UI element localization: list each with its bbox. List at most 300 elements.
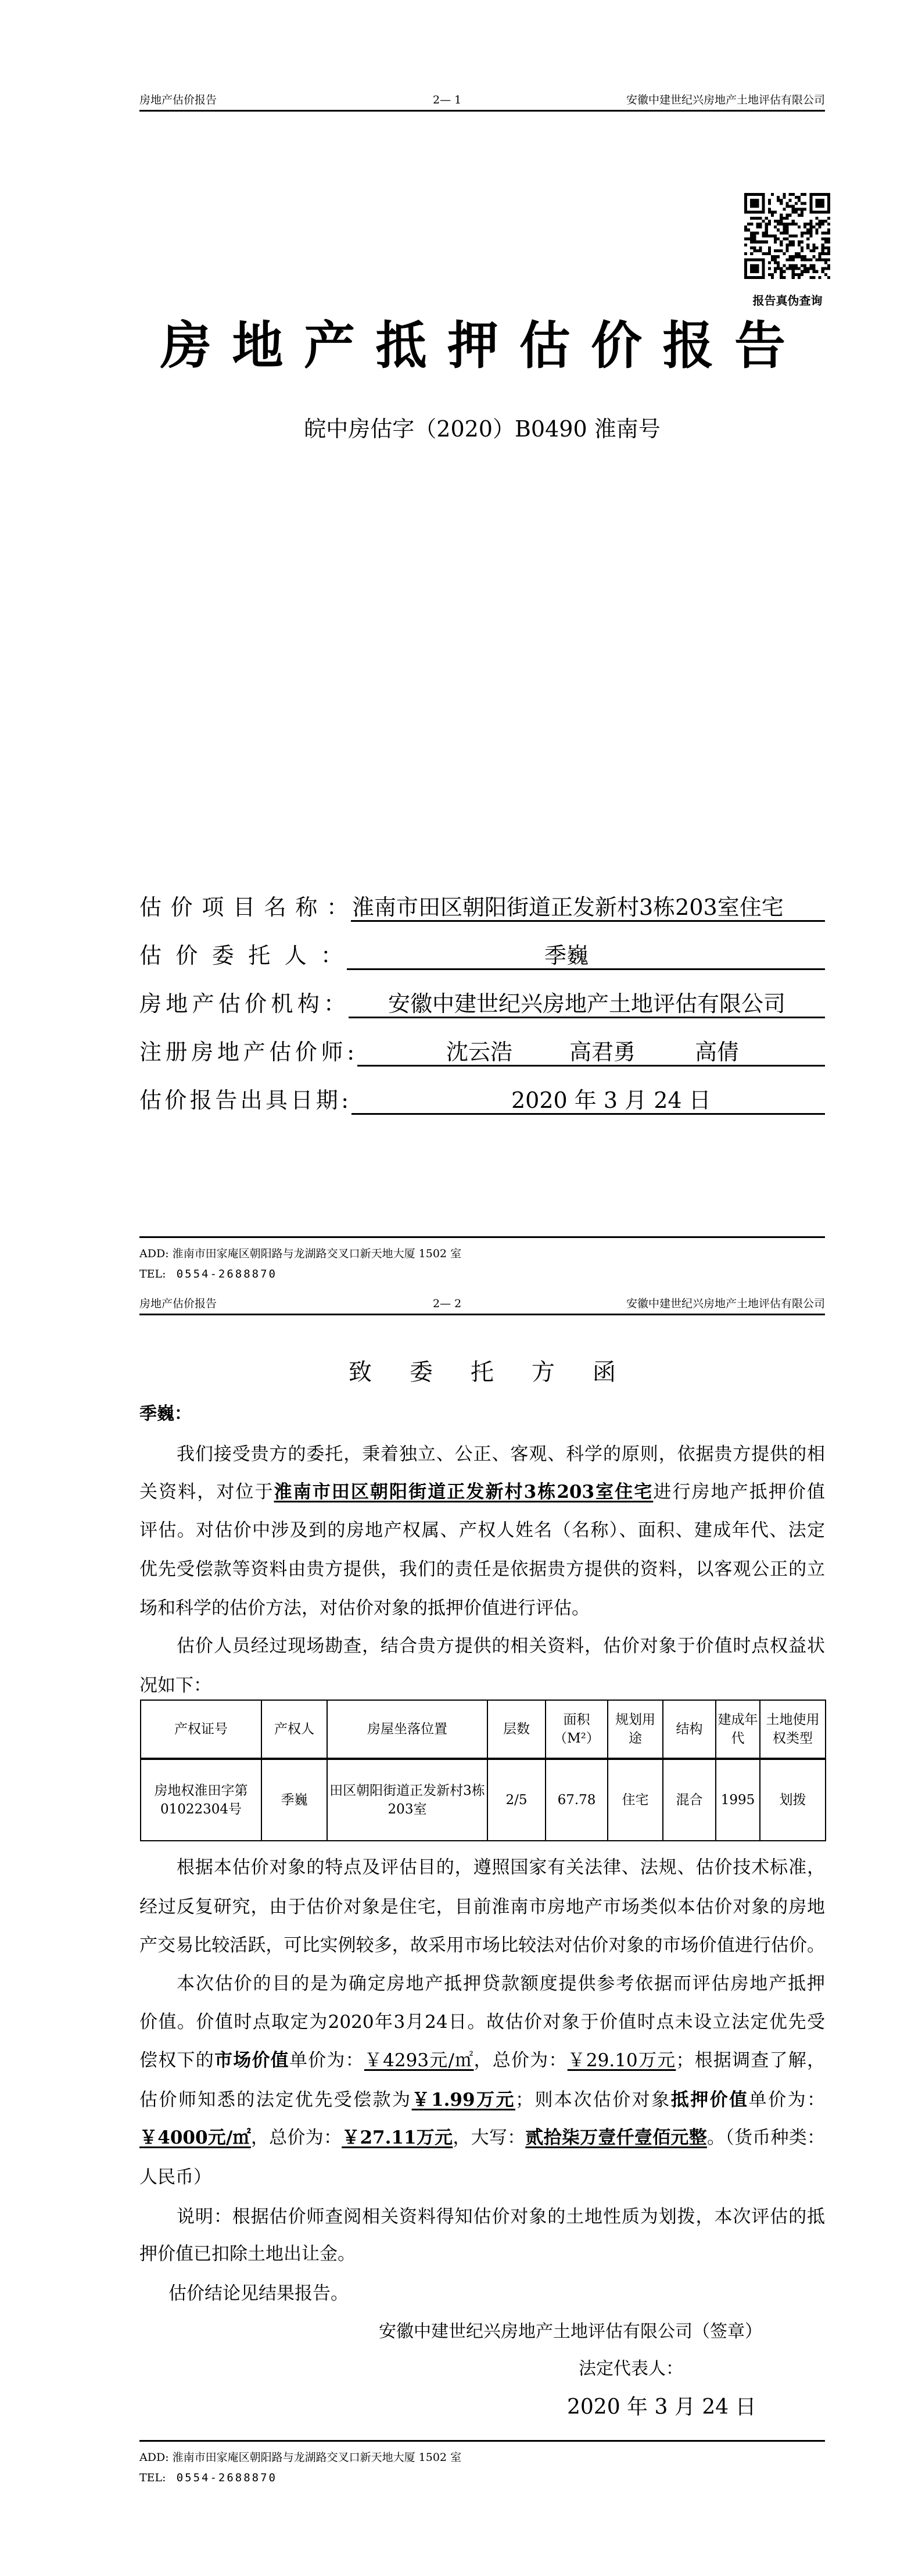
qr-module [792,211,795,214]
qr-module [777,238,780,241]
qr-module [747,223,750,226]
table-header: 面积（M²） [546,1700,608,1759]
qr-module [771,276,774,279]
qr-module [801,241,803,244]
qr-module [777,261,780,264]
qr-module [771,273,774,276]
qr-module [801,255,803,258]
qr-module [827,267,830,270]
highlighted-text: ￥4000元/㎡ [139,2127,251,2148]
qr-module [809,249,812,252]
qr-module [827,231,830,234]
qr-module [774,211,777,214]
qr-module [785,228,788,231]
paragraph-line [139,1597,825,1620]
qr-module [798,276,801,279]
qr-module [815,223,818,226]
signature-representative: 法定代表人： [579,2359,683,2379]
table-cell: 划拨 [760,1759,826,1841]
qr-module [777,255,780,258]
qr-module [815,231,818,234]
qr-module [789,241,792,244]
qr-module [765,226,768,228]
qr-module [803,202,806,205]
header-page-number: 2— 2 [433,1297,462,1310]
qr-module [777,264,780,267]
paragraph-line [139,2010,825,2034]
qr-module [819,226,821,228]
qr-module [759,249,762,252]
qr-module [785,244,788,246]
qr-module [762,252,765,255]
paragraph-line [139,1480,825,1504]
highlighted-text: 淮南市田区朝阳街道正发新村3栋203室住宅 [274,1482,654,1502]
qr-module [765,241,768,244]
qr-module [798,255,801,258]
qr-module [765,228,768,231]
table-header: 建成年代 [716,1700,760,1759]
qr-module [756,249,759,252]
text-run: 偿权下的 [139,2050,214,2071]
qr-module [771,258,774,261]
field-client [139,942,825,969]
qr-module [815,228,818,231]
qr-module [806,267,809,270]
qr-module [785,226,788,228]
qr-module [789,205,792,207]
paragraph-line [139,2049,825,2072]
text-run: 押价值已扣除土地出让金。 [139,2244,356,2264]
qr-module [774,238,777,241]
qr-module [762,241,765,244]
text-run: 估价师知悉的法定优先受偿款为 [139,2090,412,2110]
qr-module [774,270,777,273]
qr-module [795,255,798,258]
qr-module [819,255,821,258]
qr-module [785,246,788,249]
qr-module [809,234,812,237]
qr-module [774,220,777,223]
highlighted-text: ￥29.10万元 [567,2050,676,2071]
qr-module [768,249,771,252]
qr-module [777,199,780,202]
qr-module [756,241,759,244]
signature-date: 2020 年 3 月 24 日 [567,2395,756,2419]
highlighted-text: 市场价值 [214,2050,289,2071]
report-title: 房地产抵押估价报告 [160,316,785,375]
highlighted-text: ￥27.11万元 [342,2127,453,2148]
qr-module [768,220,771,223]
qr-module [783,252,785,255]
paragraph-line [139,2126,825,2149]
qr-module [795,223,798,226]
qr-module [783,217,785,220]
qr-module [798,208,801,211]
qr-module [812,276,815,279]
qr-module [795,264,798,267]
qr-module [815,217,818,220]
qr-module [765,252,768,255]
header-company: 安徽中建世纪兴房地产土地评估有限公司 [626,94,825,106]
text-run: ，大写： [453,2127,526,2148]
qr-module [759,246,762,249]
qr-module [806,228,809,231]
qr-module [824,252,827,255]
qr-module [801,273,803,276]
qr-module [771,193,774,196]
text-run: 场和科学的估价方法，对估价对象的抵押价值进行评估。 [139,1598,590,1619]
qr-module [792,244,795,246]
qr-module [795,267,798,270]
header-rule [139,1314,825,1315]
qr-module [809,267,812,270]
qr-module [819,220,821,223]
qr-module [821,270,824,273]
qr-module [792,270,795,273]
qr-module [827,241,830,244]
qr-module [780,273,783,276]
qr-module [801,193,803,196]
footer-phone: TEL: 0554-2688870 [139,1268,277,1280]
qr-module [750,234,753,237]
qr-module [771,255,774,258]
qr-module [812,244,815,246]
qr-module [815,270,818,273]
qr-module [753,231,756,234]
salutation: 季巍： [139,1404,192,1424]
qr-module [765,234,768,237]
qr-module [809,220,812,223]
field-value: 安徽中建世纪兴房地产土地评估有限公司 [388,991,786,1017]
qr-module [824,267,827,270]
qr-module [765,217,768,220]
qr-module [771,234,774,237]
table-cell: 季巍 [261,1759,327,1841]
qr-module [819,276,821,279]
text-run: 。（货币种类： [706,2127,826,2148]
qr-module [768,234,771,237]
qr-module [780,199,783,202]
qr-module [785,217,788,220]
qr-module [789,214,792,217]
field-label: 估价委托人： [139,943,343,968]
header-doc-type: 房地产估价报告 [139,1297,217,1310]
qr-module [824,220,827,223]
qr-module [750,241,753,244]
qr-module [777,196,780,199]
paragraph-line [139,2166,825,2189]
header-page-number: 2— 1 [433,94,462,106]
qr-module [801,270,803,273]
qr-module [812,270,815,273]
qr-module [795,211,798,214]
qr-module [827,246,830,249]
qr-module [785,258,788,261]
qr-module [806,270,809,273]
qr-module [806,223,809,226]
qr-module [756,223,759,226]
qr-module [785,231,788,234]
qr-module [768,261,771,264]
report-number: 皖中房估字（2020）B0490 淮南号 [304,416,661,442]
table-cell: 住宅 [608,1759,663,1841]
qr-module [824,273,827,276]
qr-module [744,226,747,228]
text-run: ，总价为： [250,2127,342,2148]
paragraph-line [139,1934,825,1957]
qr-module [780,223,783,226]
qr-module [798,226,801,228]
qr-module [821,267,824,270]
paragraph-line [177,1856,825,1879]
qr-module [827,264,830,267]
text-run: 人民币） [139,2167,211,2188]
qr-module [792,208,795,211]
qr-module [806,238,809,241]
qr-module [785,202,788,205]
qr-module [747,228,750,231]
qr-module [795,196,798,199]
qr-module [753,217,756,220]
qr-module [792,193,795,196]
qr-module [819,223,821,226]
qr-module [819,252,821,255]
qr-module [812,267,815,270]
qr-module [821,249,824,252]
qr-module [827,228,830,231]
qr-module [812,264,815,267]
qr-module [759,241,762,244]
qr-module [777,249,780,252]
table-header: 产权证号 [141,1700,261,1759]
qr-module [753,246,756,249]
qr-module [780,217,783,220]
field-agency [139,990,825,1018]
qr-module [780,249,783,252]
text-run: 估价结论见结果报告。 [168,2283,349,2304]
qr-module [792,241,795,244]
text-run: 况如下： [139,1675,211,1696]
qr-module [824,261,827,264]
qr-module [753,241,756,244]
qr-module [780,270,783,273]
field-appraisers [139,1038,825,1066]
table-cell: 2/5 [487,1759,546,1841]
qr-module [750,231,753,234]
qr-module [785,223,788,226]
qr-module [812,249,815,252]
qr-module [803,226,806,228]
text-run: ，总价为： [473,2050,568,2071]
qr-module [750,238,753,241]
qr-module [768,273,771,276]
qr-module [780,241,783,244]
paragraph-line [139,1674,825,1697]
qr-module [750,252,753,255]
qr-module [827,258,830,261]
qr-module [789,264,792,267]
table-cell: 1995 [716,1759,760,1841]
qr-module [750,223,753,226]
qr-module [785,238,788,241]
qr-module [803,231,806,234]
qr-module [768,202,771,205]
qr-module [774,255,777,258]
appraiser-name: 高君勇 [569,1039,636,1065]
paragraph-line [177,1634,825,1658]
qr-module [821,238,824,241]
field-value: 淮南市田区朝阳街道正发新村3栋203室住宅 [352,895,784,920]
qr-module [824,258,827,261]
qr-module [759,217,762,220]
qr-module [756,226,759,228]
qr-module [780,231,783,234]
field-issue-date [139,1086,825,1114]
qr-module [821,220,824,223]
qr-module [777,228,780,231]
text-run: 估价人员经过现场勘查，结合贵方提供的相关资料，估价对象于价值时点权益状 [177,1636,825,1656]
header-company: 安徽中建世纪兴房地产土地评估有限公司 [626,1297,825,1310]
text-run: 单价为： [748,2090,826,2110]
text-run: 单价为： [289,2050,364,2071]
paragraph-line [139,2088,825,2112]
qr-module [812,255,815,258]
qr-module [789,199,792,202]
qr-module [771,211,774,214]
qr-module [747,238,750,241]
qr-module [783,226,785,228]
qr-module [783,193,785,196]
text-run: 本次估价的目的是为确定房地产抵押贷款额度提供参考依据而评估房地产抵押 [177,1973,825,1994]
qr-module [801,249,803,252]
qr-module [789,244,792,246]
qr-module [789,267,792,270]
text-run: 关资料，对位于 [139,1482,274,1502]
qr-module [803,258,806,261]
footer-phone: TEL: 0554-2688870 [139,2471,277,2484]
qr-module [801,234,803,237]
qr-module [783,264,785,267]
qr-module [798,273,801,276]
highlighted-text: 贰拾柒万壹仟壹佰元整 [525,2127,707,2148]
qr-module [827,249,830,252]
table-header: 产权人 [261,1700,327,1759]
qr-module [812,246,815,249]
qr-module [824,241,827,244]
field-label: 估价报告出具日期: [139,1087,349,1113]
letter-title: 致 委 托 方 函 [349,1359,616,1386]
qr-module [768,223,771,226]
qr-module [798,252,801,255]
qr-finder [750,264,759,273]
paragraph-line [139,1558,825,1581]
qr-module [801,258,803,261]
qr-module [783,208,785,211]
qr-module [792,234,795,237]
field-value: 季巍 [544,943,589,968]
text-run: 进行房地产抵押价值 [653,1482,825,1502]
paragraph-line [168,2282,825,2305]
qr-module [792,267,795,270]
qr-module [780,244,783,246]
table-cell: 67.78 [546,1759,608,1841]
qr-module [795,208,798,211]
qr-module [792,264,795,267]
table-row [141,1759,826,1841]
text-run: 我们接受贵方的委托，秉着独立、公正、客观、科学的原则，依据贵方提供的相 [177,1444,825,1465]
qr-module [765,231,768,234]
qr-module [792,276,795,279]
qr-module [774,258,777,261]
table-cell: 房地权淮田字第01022304号 [141,1759,261,1841]
qr-module [785,267,788,270]
qr-module [789,234,792,237]
paragraph-line [139,1895,825,1919]
qr-module [821,231,824,234]
qr-module [821,252,824,255]
qr-module [768,267,771,270]
qr-module [785,249,788,252]
qr-module [827,223,830,226]
qr-module [789,258,792,261]
qr-module [774,267,777,270]
qr-module [827,217,830,220]
qr-module [809,258,812,261]
qr-module [756,217,759,220]
field-project-name [139,893,825,921]
qr-module [801,211,803,214]
qr-module [795,273,798,276]
qr-module [827,252,830,255]
qr-module [792,223,795,226]
qr-module [824,246,827,249]
qr-module [801,214,803,217]
text-run: 经过反复研究，由于估价对象是住宅，目前淮南市房地产市场类似本估价对象的房地 [139,1897,825,1917]
qr-module [815,246,818,249]
qr-module [809,231,812,234]
highlighted-text: ￥1.99万元 [411,2090,515,2110]
qr-module [759,223,762,226]
qr-module [809,228,812,231]
qr-module [809,276,812,279]
qr-module [809,264,812,267]
text-run: 根据本估价对象的特点及评估目的，遵照国家有关法律、法规、估价技术标准， [177,1857,825,1878]
qr-module [744,252,747,255]
header-doc-type: 房地产估价报告 [139,94,217,106]
signature-company: 安徽中建世纪兴房地产土地评估有限公司（签章） [379,2321,762,2342]
qr-module [792,258,795,261]
qr-module [798,214,801,217]
qr-module [803,223,806,226]
qr-module [801,208,803,211]
qr-module [809,226,812,228]
text-run: 优先受偿款等资料由贵方提供，我们的责任是依据贵方提供的资料，以客观公正的立 [139,1559,825,1580]
qr-module [798,241,801,244]
qr-module [774,226,777,228]
qr-module [792,273,795,276]
qr-module [780,214,783,217]
field-label: 注册房地产估价师: [139,1039,354,1065]
footer-rule [139,1236,825,1238]
qr-module [815,258,818,261]
qr-module [744,238,747,241]
qr-module [827,276,830,279]
qr-module [762,231,765,234]
qr-module [768,211,771,214]
qr-module [783,223,785,226]
qr-module [803,193,806,196]
qr-module [798,196,801,199]
